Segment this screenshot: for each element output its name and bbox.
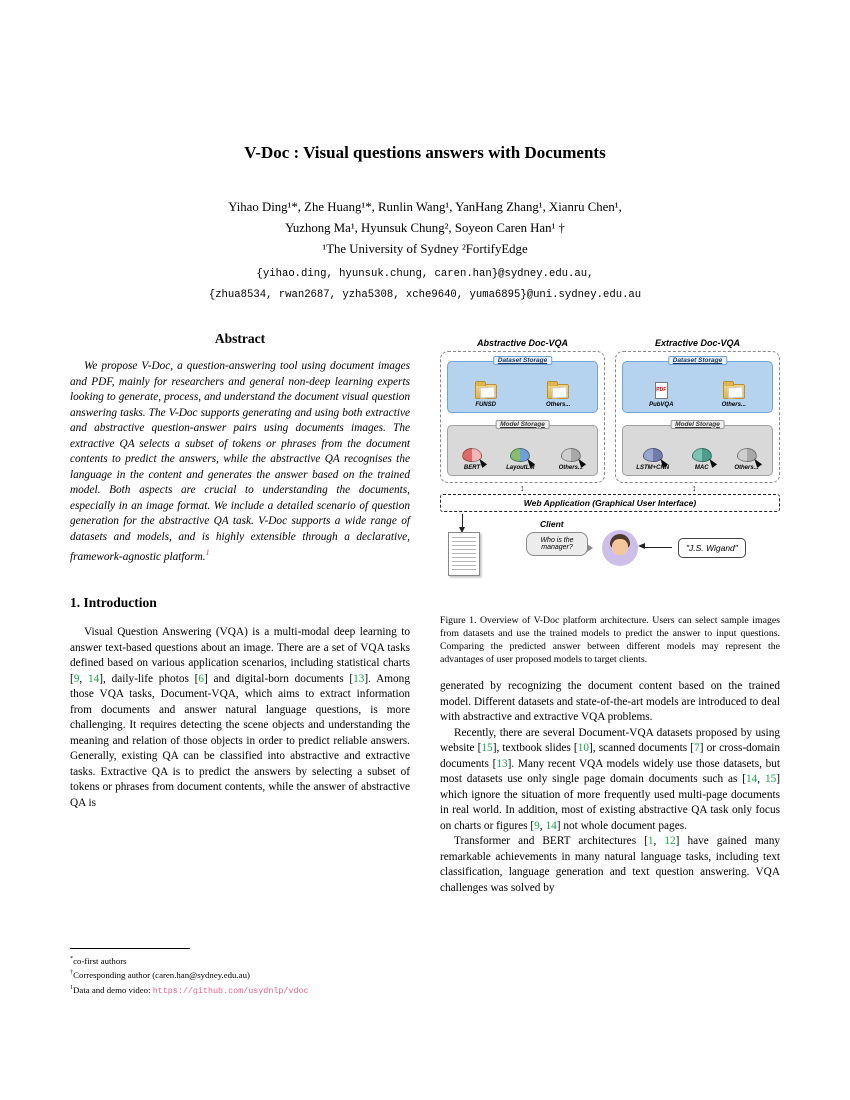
intro-paragraph-1: Visual Question Answering (VQA) is a multi-modal deep learning to answer text-based questions about an image. There are a set of VQA tasks defined based on various application scenarios, including statistical charts [9, 14], daily-life photos [6] and digital-born documents [13]. Among those VQA tasks, Document-VQA, which aims to extract information from documents and answer natural language questions, is more challenging. It requires detecting the scene objects and understanding the meaning and relation of those objects in order to predict reliable answers. Generally, existing QA can be classified into abstractive and extractive tasks. Extractive QA is to predict the answers by selecting a subset of tokens or phrases from document contents, while the answer of abstractive QA is: [70, 626, 410, 809]
citation-link[interactable]: 1: [647, 835, 654, 847]
footnote-demo: [70, 982, 410, 997]
abstract-footnote-marker[interactable]: 1: [205, 548, 210, 557]
model-storage-box: [447, 420, 598, 477]
model-storage-label: Model Storage: [670, 420, 725, 429]
right-column: [440, 338, 780, 896]
panel-box-abstractive: [440, 351, 605, 483]
folder-icon: [723, 384, 745, 399]
document-text-lines: [452, 537, 476, 571]
paper-header: [0, 143, 850, 306]
emails-block: [0, 264, 850, 306]
client-section: [440, 514, 780, 600]
model-name: Others...: [734, 465, 759, 471]
folder-icon: [475, 384, 497, 399]
pdf-icon: [655, 382, 668, 399]
model-item: [692, 448, 712, 471]
figure-panel-extractive: [615, 338, 780, 483]
affiliations-line: ¹The University of Sydney ²FortifyEdge: [322, 242, 528, 256]
footnote-text: co-first authors: [73, 955, 127, 966]
webapp-to-document-arrow: [462, 514, 463, 527]
model-name: MAC: [694, 465, 709, 471]
question-speech-bubble: Who is the manager?: [526, 532, 588, 556]
model-item: [734, 448, 758, 471]
abstract-text: We propose V-Doc, a question-answering tool using document images and PDF, mainly for researchers and general non-deep learning experts looking to generate, process, and understand the document visual question answering tasks. The V-Doc supports generating and using both extractive and abstractive question-answer pairs using documents images. The extractive QA selects a subset of tokens or phrases from the document contents to predict the answers, while the abstractive QA recognises the language in the content and generates the answer based on the trained model. Both aspects are crucial to understanding the documents, especially in an image format. We include a detailed scenario of question generation for the abstractive QA task. V-Doc supports a wide range of datasets and models, and is highly extensible through a declarative, framework-agnostic platform.: [70, 360, 410, 563]
client-avatar: [602, 530, 638, 566]
client-label: Client: [540, 519, 564, 529]
model-name: LSTM+CNN: [636, 465, 670, 471]
abstract-heading: Abstract: [214, 331, 266, 346]
footnote-marker: *: [70, 956, 74, 962]
citation-link[interactable]: 15: [481, 742, 493, 754]
model-item: [559, 448, 583, 471]
right-paragraph-1: generated by recognizing the document content based on the trained model. Different datasets and state-of-the-art models are introduced to deal with abstractive and extractive VQA problems.: [440, 680, 780, 723]
figure-panels: [440, 338, 780, 483]
figure-panel-abstractive: [440, 338, 605, 483]
web-application-bar: Web Application (Graphical User Interface): [440, 494, 780, 512]
section-heading-introduction: 1. Introduction: [70, 595, 157, 611]
panel-title-abstractive: Abstractive Doc-VQA: [476, 338, 569, 348]
citation-link[interactable]: 14: [545, 819, 557, 832]
down-arrow-icon: ↕: [520, 483, 525, 493]
dataset-name: Others...: [545, 401, 571, 408]
answer-to-client-arrow: [644, 547, 672, 548]
authors-line-2: Yuzhong Ma¹, Hyunsuk Chung², Soyeon Caren Han¹ †: [285, 221, 565, 235]
pdf-label: PDF: [656, 387, 667, 393]
dataset-storage-box: [622, 357, 773, 413]
citation-link[interactable]: 13: [353, 672, 365, 685]
model-name: LayoutLM: [506, 465, 535, 471]
footnote-corresponding: [70, 967, 410, 981]
emails-line-1: {yihao.ding, hyunsuk.chung, caren.han}@sydney.edu.au,: [256, 268, 594, 280]
model-brain-icon: [462, 448, 482, 462]
right-paragraph-3: Transformer and BERT architectures [1, 12] have gained many remarkable achievements in many natural language tasks, including text classification, language generation and text question answering. VQA challenges was solved by: [440, 835, 780, 894]
left-column: [70, 331, 410, 811]
paper-title: V-Doc : Visual questions answers with Documents: [244, 143, 606, 162]
github-link[interactable]: https://github.com/usydnlp/vdoc: [152, 985, 309, 996]
down-arrow-icon: ↕: [692, 483, 697, 493]
model-brain-icon: [737, 448, 757, 462]
model-item: [506, 448, 534, 471]
citation-link[interactable]: 15: [764, 773, 777, 785]
figure-1: [440, 338, 780, 666]
citation-link[interactable]: 6: [198, 672, 205, 685]
citation-link[interactable]: 13: [496, 757, 508, 770]
model-storage-label: Model Storage: [495, 420, 550, 429]
citation-link[interactable]: 14: [746, 773, 758, 785]
citation-link[interactable]: 10: [577, 742, 589, 754]
model-name: Others...: [558, 465, 583, 471]
model-brain-icon: [692, 448, 712, 462]
footnote-text: Corresponding author (caren.han@sydney.edu.au): [73, 970, 250, 981]
folder-icon: [547, 384, 569, 399]
abstract-body: [70, 359, 410, 565]
citation-link[interactable]: 7: [694, 742, 700, 754]
dataset-item: [649, 382, 673, 408]
dataset-item: [475, 384, 497, 408]
document-thumbnail: [448, 532, 480, 576]
model-item: [636, 448, 669, 471]
dataset-storage-label: Dataset Storage: [493, 356, 553, 365]
figure-caption: Figure 1. Overview of V-Doc platform architecture. Users can select sample images from datasets and use the trained models to predict the answer to input questions. Comparing the predicted answer between different models may represent the advantages of user proposed models to target clients.: [440, 615, 780, 665]
model-storage-box: [622, 420, 773, 477]
model-brain-icon: [510, 448, 530, 462]
footnote-rule: [70, 948, 190, 949]
panel-box-extractive: [615, 351, 780, 483]
dataset-storage-box: [447, 357, 598, 413]
authors-line-1: Yihao Ding¹*, Zhe Huang¹*, Runlin Wang¹, YanHang Zhang¹, Xianru Chen¹,: [228, 200, 622, 214]
dataset-name: PubVQA: [649, 401, 674, 408]
dataset-item: [722, 384, 746, 408]
dataset-name: Others...: [721, 401, 746, 408]
footnote-cofirst: [70, 953, 410, 967]
footnotes: [70, 948, 410, 997]
panel-to-webapp-connectors: [440, 483, 780, 494]
model-brain-icon: [643, 448, 663, 462]
emails-line-2: {zhua8534, rwan2687, yzha5308, xche9640, yuma6895}@uni.sydney.edu.au: [208, 289, 642, 301]
dataset-name: FUNSD: [475, 401, 496, 408]
right-paragraph-2: Recently, there are several Document-VQA datasets proposed by using website [15], textbook slides [10], scanned documents [7] or cross-domain documents [13]. Many recent VQA models widely use those datasets, but most datasets use only single page domain documents such as [14, 15] which ignore the situation of more frequently used multi-page documents in real world. In addition, most of existing abstractive QA task only focus on charts or figures [9, 14] not whole document pages.: [440, 726, 781, 832]
dataset-storage-label: Dataset Storage: [668, 356, 728, 365]
citation-link[interactable]: 14: [87, 672, 100, 685]
model-item: [462, 448, 482, 471]
citation-link[interactable]: 12: [664, 835, 676, 847]
footnote-marker: 1: [70, 984, 74, 991]
footnote-text: Data and demo video:: [73, 984, 153, 995]
citation-link[interactable]: 9: [534, 819, 540, 832]
footnote-marker: †: [70, 970, 74, 977]
model-name: BERT: [463, 465, 481, 471]
model-brain-icon: [561, 448, 581, 462]
answer-box: "J.S. Wigand": [678, 538, 746, 558]
dataset-item: [546, 384, 570, 408]
panel-title-extractive: Extractive Doc-VQA: [654, 338, 741, 348]
citation-link[interactable]: 9: [73, 672, 80, 685]
